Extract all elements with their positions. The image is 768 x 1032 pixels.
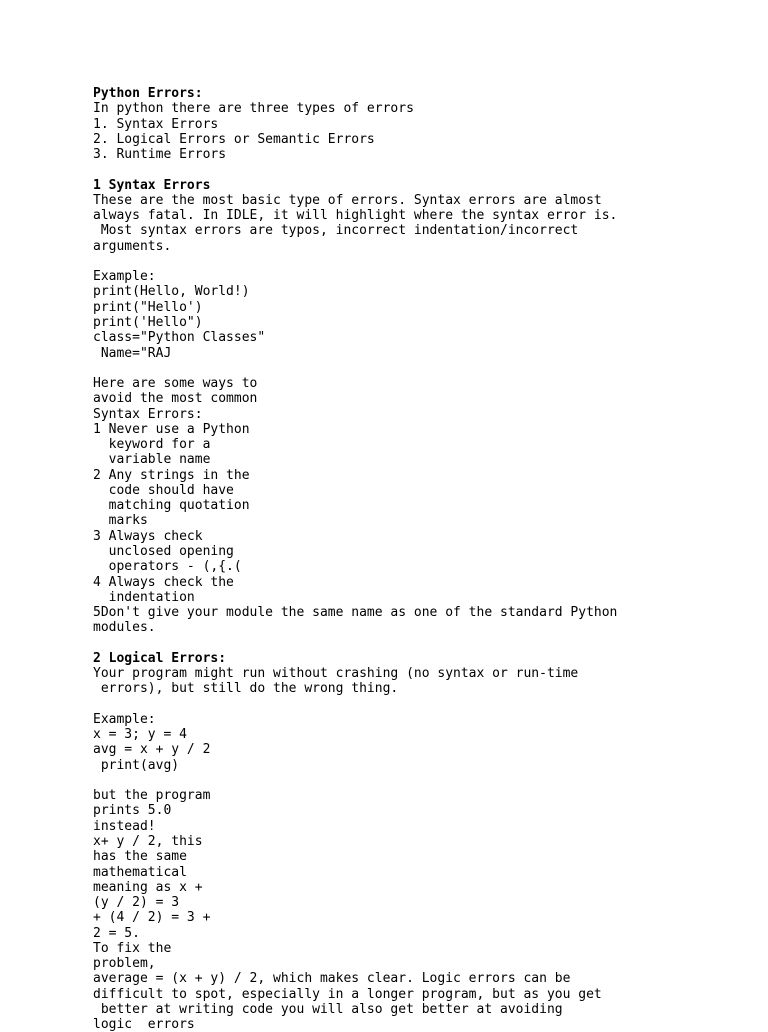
text-line: class="Python Classes" — [93, 330, 266, 346]
text-line: Your program might run without crashing (no syntax or run-time — [93, 666, 579, 682]
text-line: but the program — [93, 788, 211, 804]
text-line: average = (x + y) / 2, which makes clear. Logic errors can be — [93, 971, 571, 987]
blank-line — [93, 773, 753, 788]
text-line: marks — [93, 513, 148, 529]
text-line: + (4 / 2) = 3 + — [93, 910, 211, 926]
text-line: Here are some ways to — [93, 376, 258, 392]
text-line: prints 5.0 — [93, 803, 172, 819]
text-line: x+ y / 2, this — [93, 834, 203, 850]
text-line: 2 = 5. — [93, 925, 140, 941]
text-line: 5Don't give your module the same name as one of the standard Python — [93, 605, 618, 621]
text-line: These are the most basic type of errors. Syntax errors are almost — [93, 192, 602, 208]
document-body — [93, 86, 753, 1032]
text-line: Most syntax errors are typos, incorrect indentation/incorrect — [93, 223, 579, 239]
text-line: To fix the — [93, 940, 172, 956]
blank-line — [93, 697, 753, 712]
text-line: operators - (,{.( — [93, 559, 242, 575]
text-line: avg = x + y / 2 — [93, 742, 211, 758]
section-heading: 2 Logical Errors: — [93, 650, 227, 666]
text-line: unclosed opening — [93, 543, 234, 559]
text-line: Example: — [93, 269, 156, 285]
text-line: matching quotation — [93, 498, 250, 514]
text-line: print('Hello") — [93, 314, 203, 330]
text-line: mathematical — [93, 864, 187, 880]
text-line: keyword for a — [93, 437, 211, 453]
text-line: Syntax Errors: — [93, 406, 203, 422]
text-line: Name="RAJ — [93, 345, 172, 361]
text-line: Example: — [93, 711, 156, 727]
text-line: In python there are three types of errors — [93, 101, 414, 117]
text-line: 1 Never use a Python — [93, 421, 250, 437]
text-line: variable name — [93, 452, 211, 468]
text-line: print(Hello, World!) — [93, 284, 250, 300]
text-line: 1. Syntax Errors — [93, 116, 219, 132]
section-heading: Python Errors: — [93, 86, 203, 101]
text-line: print("Hello') — [93, 299, 203, 315]
text-line: instead! — [93, 818, 156, 834]
text-line: indentation — [93, 589, 195, 605]
text-line: avoid the most common — [93, 391, 258, 407]
text-line: always fatal. In IDLE, it will highlight where the syntax error is. — [93, 208, 618, 224]
blank-line — [93, 636, 753, 651]
text-line: 2. Logical Errors or Semantic Errors — [93, 131, 375, 147]
text-line: print(avg) — [93, 757, 180, 773]
text-line: 3. Runtime Errors — [93, 147, 227, 163]
text-line: difficult to spot, especially in a longer program, but as you get — [93, 986, 602, 1002]
blank-line — [93, 162, 753, 177]
text-line: (y / 2) = 3 — [93, 895, 180, 911]
blank-line — [93, 361, 753, 376]
text-line: x = 3; y = 4 — [93, 727, 187, 743]
text-line: code should have — [93, 482, 234, 498]
text-line: 4 Always check the — [93, 574, 234, 590]
text-line: problem, — [93, 956, 156, 972]
text-line: better at writing code you will also get better at avoiding — [93, 1001, 563, 1017]
blank-line — [93, 254, 753, 269]
text-line: 3 Always check — [93, 528, 203, 544]
text-line: logic errors — [93, 1017, 195, 1032]
text-line: arguments. — [93, 238, 172, 254]
text-line: modules. — [93, 620, 156, 636]
text-line: errors), but still do the wrong thing. — [93, 681, 399, 697]
section-heading: 1 Syntax Errors — [93, 177, 211, 193]
text-line: meaning as x + — [93, 879, 203, 895]
text-line: has the same — [93, 849, 187, 865]
text-line: 2 Any strings in the — [93, 467, 250, 483]
